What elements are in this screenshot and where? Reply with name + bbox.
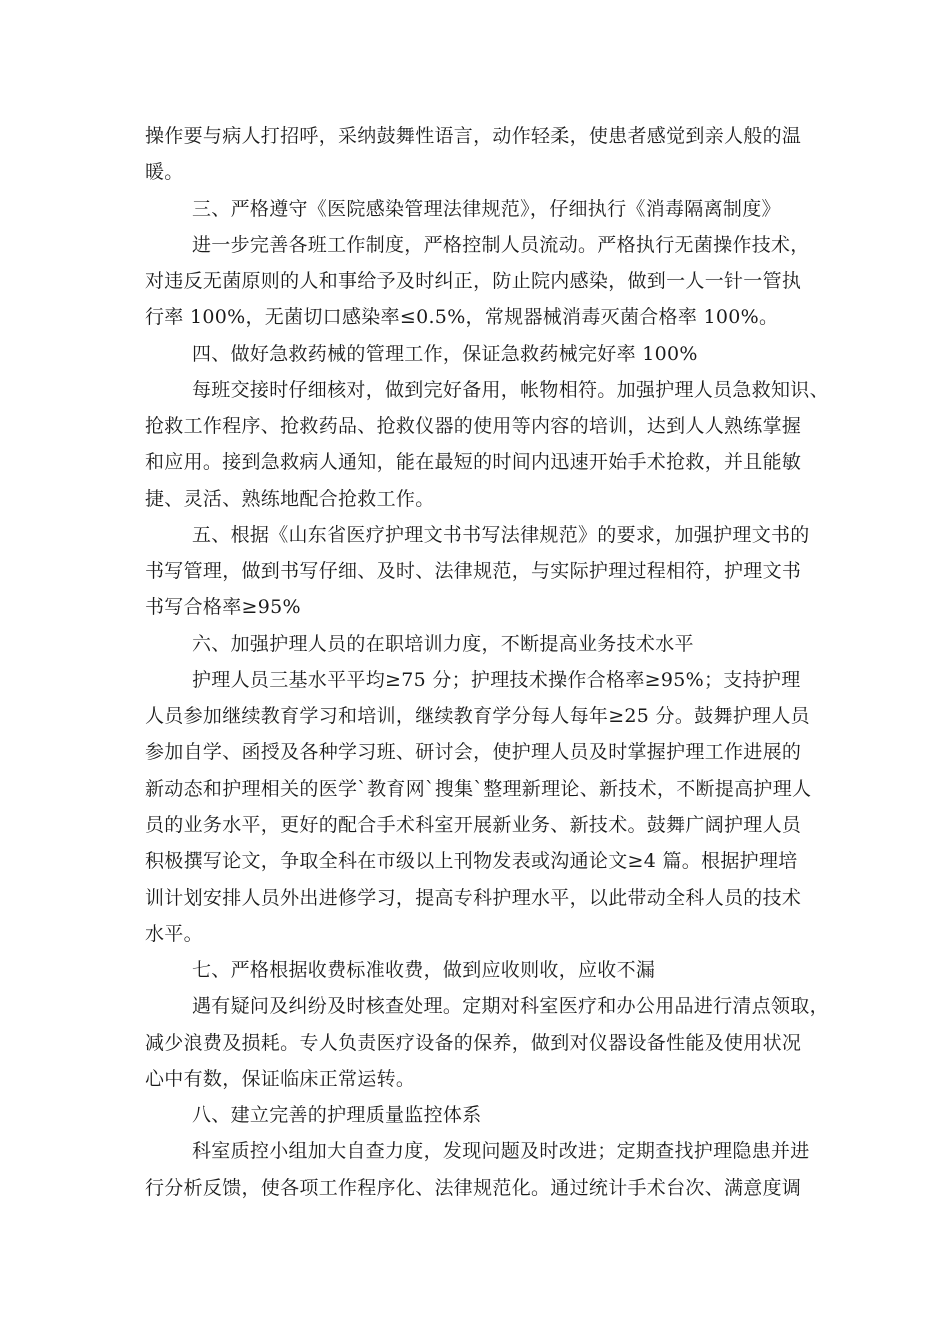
- text-line: 书写合格率≥95%: [145, 596, 301, 618]
- text-line: 人员参加继续教育学习和培训，继续教育学分每人每年≥25 分。鼓舞护理人员: [145, 705, 810, 727]
- text-line: 每班交接时仔细核对，做到完好备用，帐物相符。加强护理人员急救知识、: [192, 379, 829, 401]
- text-line: 参加自学、函授及各种学习班、研讨会，使护理人员及时掌握护理工作进展的: [145, 741, 802, 763]
- text-line: 训计划安排人员外出进修学习，提高专科护理水平，以此带动全科人员的技术: [145, 887, 802, 909]
- text-line: 心中有数，保证临床正常运转。: [145, 1068, 416, 1090]
- text-line: 抢救工作程序、抢救药品、抢救仪器的使用等内容的培训，达到人人熟练掌握: [145, 415, 802, 437]
- text-line: 进一步完善各班工作制度，严格控制人员流动。严格执行无菌操作技术，: [192, 234, 810, 256]
- text-line: 和应用。接到急救病人通知，能在最短的时间内迅速开始手术抢救，并且能敏: [145, 451, 802, 473]
- text-line: 行分析反馈，使各项工作程序化、法律规范化。通过统计手术台次、满意度调: [145, 1177, 802, 1199]
- section-heading: 三、严格遵守《医院感染管理法律规范》，仔细执行《消毒隔离制度》: [192, 198, 781, 220]
- text-line: 书写管理，做到书写仔细、及时、法律规范，与实际护理过程相符，护理文书: [145, 560, 802, 582]
- text-line: 捷、灵活、熟练地配合抢救工作。: [145, 488, 435, 510]
- text-line: 对违反无菌原则的人和事给予及时纠正，防止院内感染，做到一人一针一管执: [145, 270, 802, 292]
- section-heading: 四、做好急救药械的管理工作，保证急救药械完好率 100%: [192, 343, 698, 365]
- text-line: 水平。: [145, 923, 203, 945]
- text-line: 暖。: [145, 161, 184, 183]
- section-heading: 八、建立完善的护理质量监控体系: [192, 1104, 482, 1126]
- text-line: 行率 100%，无菌切口感染率≤0.5%，常规器械消毒灭菌合格率 100%。: [145, 306, 779, 328]
- section-heading: 六、加强护理人员的在职培训力度，不断提高业务技术水平: [192, 633, 694, 655]
- text-line: 操作要与病人打招呼，采纳鼓舞性语言，动作轻柔，使患者感觉到亲人般的温: [145, 125, 802, 147]
- text-line: 科室质控小组加大自查力度，发现问题及时改进；定期查找护理隐患并进: [192, 1140, 810, 1162]
- text-line: 遇有疑问及纠纷及时核查处理。定期对科室医疗和办公用品进行清点领取，: [192, 995, 829, 1017]
- text-line: 积极撰写论文，争取全科在市级以上刊物发表或沟通论文≥4 篇。根据护理培: [145, 850, 798, 872]
- section-heading: 五、根据《山东省医疗护理文书书写法律规范》的要求，加强护理文书的: [192, 524, 810, 546]
- text-line: 新动态和护理相关的医学`教育网`搜集`整理新理论、新技术，不断提高护理人: [145, 778, 812, 800]
- text-line: 护理人员三基水平平均≥75 分；护理技术操作合格率≥95%；支持护理: [192, 669, 801, 691]
- text-line: 员的业务水平，更好的配合手术科室开展新业务、新技术。鼓舞广阔护理人员: [145, 814, 802, 836]
- text-line: 减少浪费及损耗。专人负责医疗设备的保养，做到对仪器设备性能及使用状况: [145, 1032, 802, 1054]
- section-heading: 七、严格根据收费标准收费，做到应收则收，应收不漏: [192, 959, 656, 981]
